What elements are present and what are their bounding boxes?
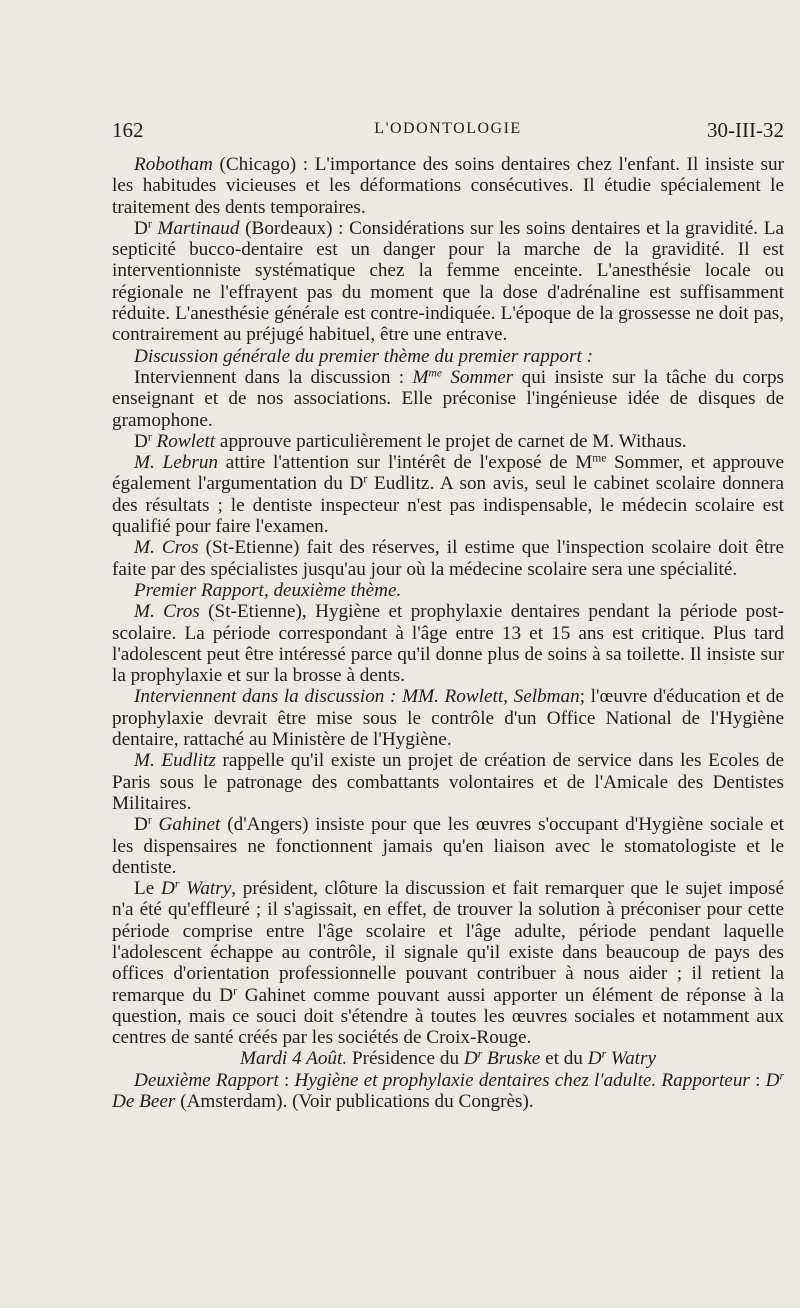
text-run: Le bbox=[134, 878, 161, 900]
paragraph bbox=[112, 452, 784, 537]
paragraph bbox=[112, 750, 784, 814]
paragraph bbox=[112, 431, 784, 452]
text-run: Deuxième Rapport bbox=[134, 1069, 279, 1091]
superscript: r bbox=[477, 1049, 483, 1062]
text-run: Robotham bbox=[134, 154, 213, 175]
text-run: Bruske bbox=[482, 1048, 541, 1070]
text-run: (d'Angers) insiste pour que les œuvres s'occupant d'Hygiène sociale et les dispensaires ne fonctionnent jamais qu'en liaison avec le stomatologiste et le dentiste. bbox=[112, 814, 784, 878]
text-run: M. Cros bbox=[134, 601, 200, 623]
superscript: r bbox=[601, 1049, 607, 1062]
text-run: qui insiste sur la tâche du corps enseignant et de nos associations. Elle préconise l'ingénieuse idée de disques de gramophone. bbox=[112, 366, 785, 431]
text-run: (Chicago) : L'importance des soins dentaires chez l'enfant. Il insiste sur les habitudes vicieuses et les déformations consécutives. Il étudie spécialement le traitement des dents temporaires. bbox=[112, 154, 784, 218]
text-run bbox=[152, 814, 159, 835]
paragraph bbox=[112, 814, 784, 878]
text-run: Rowlett bbox=[156, 430, 216, 452]
text-run: Discussion générale du premier thème du premier rapport : bbox=[134, 345, 594, 367]
journal-title: L'ODONTOLOGIE bbox=[374, 120, 522, 137]
superscript: me bbox=[428, 367, 442, 380]
text-run: ; l'œuvre d'éducation et de prophylaxie devrait être mise sous le contrôle d'un Office National de l'Hygiène dentaire, rattaché au Ministère de l'Hygiène. bbox=[112, 686, 784, 751]
paragraph bbox=[112, 1070, 784, 1113]
text-run: (St-Etienne), Hygiène et prophylaxie dentaires pendant la période post-scolaire. La période correspondant à l'âge entre 13 et 15 ans est critique. Plus tard l'adolescent peut être intéressé parce qu'il donne plus de soins à sa toilette. Il insiste sur la prophylaxie et sur la brosse à dents. bbox=[112, 601, 784, 687]
text-run: De Beer bbox=[112, 1091, 176, 1113]
superscript: r bbox=[147, 218, 152, 231]
text-run: (Amsterdam). (Voir publications du Congrès). bbox=[175, 1091, 534, 1113]
text-run: M. Eudlitz bbox=[134, 750, 216, 772]
page-number: 162 bbox=[112, 118, 144, 142]
paragraph bbox=[112, 580, 784, 601]
text-run: Mardi 4 Août. bbox=[240, 1048, 348, 1070]
text-run: Eudlitz. A son avis, seul le cabinet scolaire donnera des résultats ; le dentiste inspecteur n'est pas indispensable, le médecin scolaire est qualifié pour faire l'examen. bbox=[112, 473, 784, 538]
paragraph bbox=[112, 686, 784, 750]
paragraph bbox=[112, 218, 784, 346]
text-run: D bbox=[161, 878, 175, 900]
text-run: , président, clôture la discussion et fait remarquer que le sujet imposé n'a été qu'effleuré ; il s'agissait, en effet, de trouver la solution à préconiser pour cette période comprise entre l'âge scolaire et l'âge adulte, période pendant laquelle l'adolescent échappe au contrôle, il signale qu'il existe dans beaucoup de pays des offices d'orientation professionnelle pouvant contribuer à nous aider ; il retient la remarque du D bbox=[112, 878, 784, 1006]
text-run: approuve particulièrement le projet de carnet de M. Withaus. bbox=[215, 430, 687, 452]
text-run: D bbox=[134, 217, 148, 239]
text-run: Sommer, et approuve également l'argumentation du D bbox=[112, 452, 784, 495]
superscript: r bbox=[147, 431, 152, 444]
running-header bbox=[112, 118, 784, 142]
text-run: D bbox=[134, 814, 148, 836]
superscript: r bbox=[363, 474, 368, 487]
text-run: M. Cros bbox=[134, 537, 199, 559]
text-run: Martinaud bbox=[157, 217, 240, 239]
paragraph bbox=[112, 367, 784, 431]
session-heading bbox=[112, 1048, 784, 1069]
paragraph bbox=[112, 537, 784, 580]
page-body bbox=[112, 154, 784, 1112]
text-run: Gahinet comme pouvant aussi apporter un élément de réponse à la question, mais ce souci doit s'étendre à toutes les œuvres sociales et notamment aux centres de santé créés par les sociétés de Croix-Rouge. bbox=[112, 984, 784, 1049]
text-run: Premier Rapport, deuxième thème. bbox=[134, 579, 402, 601]
text-run: D bbox=[587, 1048, 602, 1070]
text-run: Interviennent dans la discussion : MM. Rowlett, Selbman bbox=[134, 686, 580, 708]
superscript: me bbox=[592, 452, 607, 465]
text-run: Présidence du bbox=[347, 1048, 464, 1070]
superscript: r bbox=[233, 985, 237, 998]
text-run: Interviennent dans la discussion : bbox=[134, 366, 413, 388]
text-run: rappelle qu'il existe un projet de création de service dans les Ecoles de Paris sous le patronage des combattants volontaires et de l'Amicale des Dentistes Militaires. bbox=[112, 750, 784, 814]
text-run: D bbox=[463, 1048, 478, 1070]
text-run: Watry bbox=[606, 1048, 656, 1070]
text-run: Watry bbox=[179, 878, 232, 900]
text-run: D bbox=[134, 430, 148, 452]
superscript: r bbox=[174, 878, 180, 891]
text-run: (St-Etienne) fait des réserves, il estime que l'inspection scolaire doit être faite par des spécialistes jusqu'au jour où la médecine scolaire sera une spécialité. bbox=[112, 537, 784, 580]
text-run: (Bordeaux) : Considérations sur les soins dentaires et la gravidité. La septicité bucco-dentaire est un danger pour la marche de la gravidité. Il est interventionniste systématique chez la femme enceinte. L'anesthésie locale ou régionale ne l'effrayent pas du moment que la dose d'adrénaline est suffisamment réduite. L'anesthésie générale est contre-indiquée. L'époque de la grossesse ne doit pas, contrairement au préjugé habituel, être une entrave. bbox=[112, 217, 785, 346]
text-run: M bbox=[412, 366, 429, 388]
text-run: Gahinet bbox=[158, 814, 221, 836]
text-run: et du bbox=[540, 1048, 588, 1070]
issue-date: 30-III-32 bbox=[707, 118, 784, 142]
superscript: r bbox=[779, 1070, 784, 1083]
paragraph bbox=[112, 154, 784, 218]
text-run: M. Lebrun bbox=[134, 452, 219, 474]
text-run: attire l'attention sur l'intérêt de l'exposé de M bbox=[218, 452, 593, 474]
paragraph bbox=[112, 878, 784, 1048]
text-run: Sommer bbox=[441, 366, 514, 388]
text-run: : bbox=[278, 1069, 295, 1091]
paragraph bbox=[112, 346, 784, 367]
superscript: r bbox=[147, 814, 152, 827]
text-run: : bbox=[749, 1069, 766, 1091]
text-run: Hygiène et prophylaxie dentaires chez l'adulte. Rapporteur bbox=[294, 1069, 750, 1091]
text-run: D bbox=[765, 1069, 780, 1091]
paragraph bbox=[112, 601, 784, 686]
